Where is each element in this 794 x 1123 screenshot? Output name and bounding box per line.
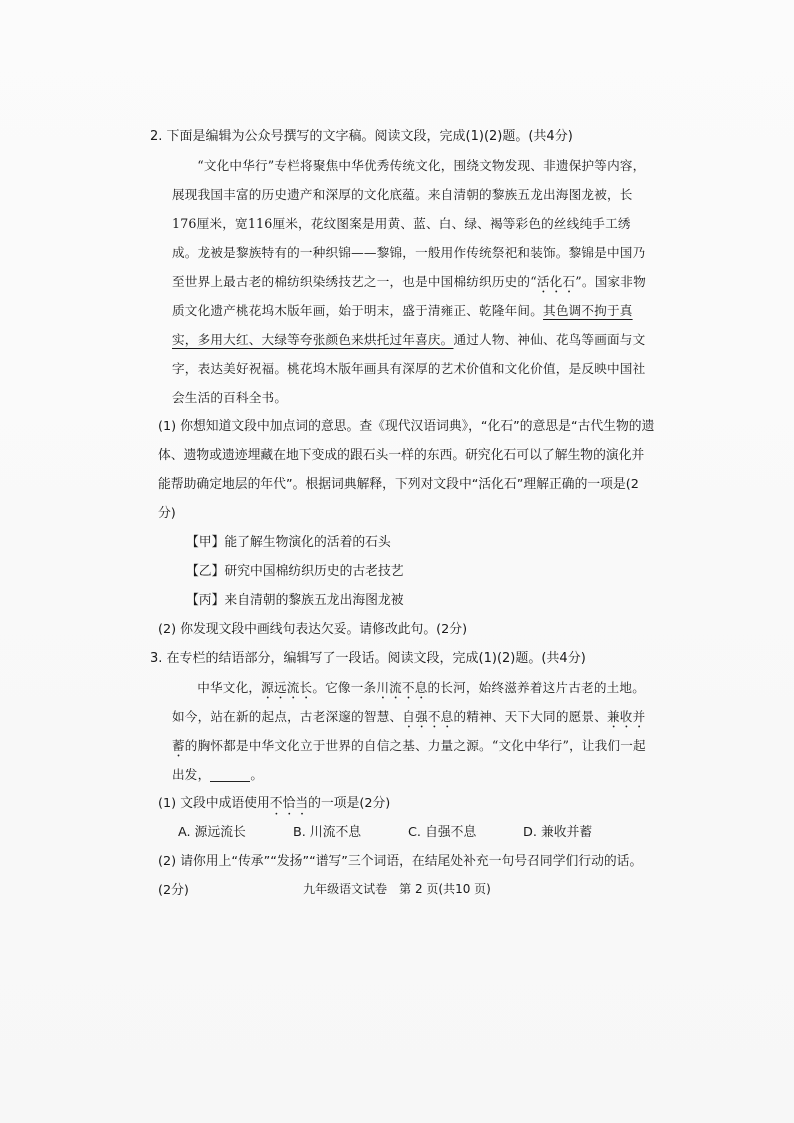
idiom-2: 川流不息 (376, 680, 428, 695)
question-3-passage (172, 673, 655, 789)
page-content (150, 122, 655, 905)
question-2-passage (172, 151, 655, 412)
dotted-word: 不恰当 (269, 796, 309, 811)
choice-a: A. 源远流长 (178, 825, 246, 840)
underlined-sentence: 其色调不拘于真实，多用大红、大绿等夸张颜色来烘托过年喜庆。 (172, 303, 633, 347)
answer-blank[interactable] (210, 769, 250, 782)
page-footer: 九年级语文试卷 第 2 页(共10 页) (303, 882, 491, 896)
idiom-1: 源远流长 (261, 680, 313, 695)
question-3-sub1 (158, 789, 655, 818)
option-yi: 【乙】研究中国棉纺织历史的古老技艺 (186, 564, 404, 579)
choice-c: C. 自强不息 (408, 825, 477, 840)
passage-part: 中华文化， (197, 680, 262, 695)
passage-part: 。 (250, 767, 264, 782)
question-3-sub2: (2) 请你用上“传承”“发扬”“谱写”三个词语，在结尾处补充一句号召同学们行动的话。(2分) (158, 854, 643, 898)
passage-part: 的胸怀都是中华文化立于世界的自信之基、力量之源。“文化中华行”，让我们一起出发， (172, 738, 646, 782)
passage-part: ”。国家非物质文化遗产桃花坞木版年画，始于明末，盛于清雍正、乾隆年间。 (172, 274, 646, 318)
idiom-3: 自强不息 (402, 709, 454, 724)
passage-part: 通过人物、神仙、花鸟等画面与文字，表达美好祝福。桃花坞木版年画具有深厚的艺术价值和文化价值，是反映中国社会生活的百科全书。 (172, 332, 646, 405)
sub1-post: 的一项是(2分) (308, 796, 391, 811)
question-3-choices (178, 818, 655, 847)
option-jia: 【甲】能了解生物演化的活着的石头 (186, 535, 391, 550)
dotted-term: 活化石 (536, 274, 576, 289)
option-bing: 【丙】来自清朝的黎族五龙出海图龙被 (186, 593, 404, 608)
choice-b: B. 川流不息 (293, 825, 362, 840)
choice-d: D. 兼收并蓄 (523, 825, 593, 840)
passage-part: “文化中华行”专栏将聚焦中华优秀传统文化，围绕文物发现、非遗保护等内容，展现我国丰富的历史遗产和深厚的文化底蕴。来自清朝的黎族五龙出海图龙被，长176厘米，宽116厘米，花纹图案是用黄、蓝、白、绿、褐等彩色的丝线纯手工绣成。龙被是黎族特有的一种织锦——黎锦，一般用作传统祭祀和装饰。黎锦是中国乃至世界上最古老的棉纺织染绣技艺之一，也是中国棉纺织历史的“ (172, 158, 646, 289)
sub1-pre: (1) 文段中成语使用 (158, 796, 270, 811)
question-2-heading: 2. 下面是编辑为公众号撰写的文字稿。阅读文段，完成(1)(2)题。(共4分) (150, 129, 573, 144)
question-2-sub1: (1) 你想知道文段中加点词的意思。查《现代汉语词典》，“化石”的意思是“古代生物的遗体、遗物或遗迹埋藏在地下变成的跟石头一样的东西。研究化石可以了解生物的演化并能帮助确定地层的年代”。根据词典解释，下列对文段中“活化石”理解正确的一项是(2分) (158, 419, 655, 521)
passage-part: 的精神、天下大同的愿景、 (453, 709, 608, 724)
question-2-sub2: (2) 你发现文段中画线句表达欠妥。请修改此句。(2分) (158, 622, 468, 637)
idiom-4: 兼收并蓄 (172, 709, 646, 753)
passage-part: 的长河，始终滋养着这片古老的土地。如今，站在新的起点，古老深邃的智慧、 (172, 680, 645, 724)
question-3-heading: 3. 在专栏的结语部分，编辑写了一段话。阅读文段，完成(1)(2)题。(共4分) (150, 651, 586, 666)
passage-part: 。它像一条 (312, 680, 377, 695)
